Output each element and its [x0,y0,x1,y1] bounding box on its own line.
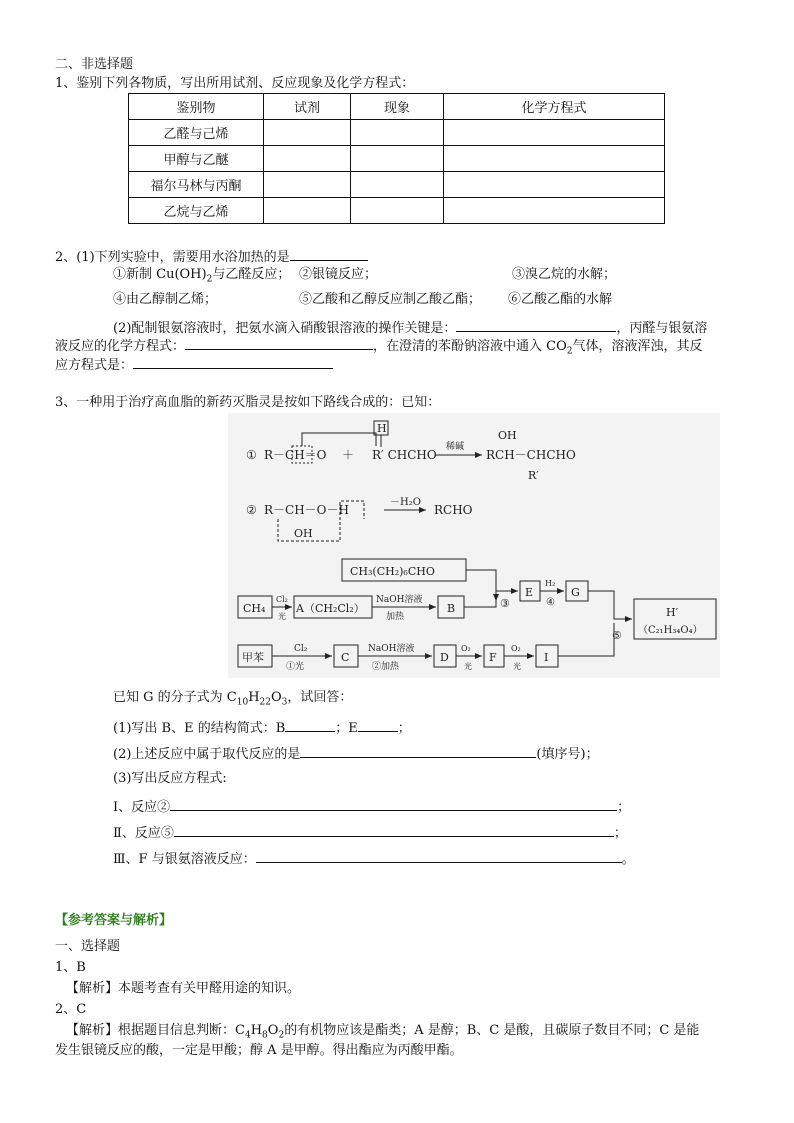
reaction-number: ① [246,448,257,462]
q3-text: O [270,690,282,705]
explanation-tag: 【解析】 [66,981,119,996]
reaction-number: ② [246,503,257,517]
q3-text: ；E [335,721,358,736]
condition-label: Cl₂ [294,644,308,654]
q3-text: ； [613,826,627,841]
h-atom: H [377,422,387,435]
connector-arrow [464,591,518,607]
table-row [129,146,665,172]
q2-text: 液反应的化学方程式： [55,339,186,354]
step-label: ③ [500,597,510,610]
q2-text: 气体，溶液浑浊，其反 [572,339,703,354]
condition-label: 加热 [386,612,405,622]
q2-option-2: ②银镜反应； [299,267,378,282]
g-label: G [571,586,580,599]
q3-eq-iii [113,849,635,868]
q2-text: 应方程式是： [55,358,134,373]
answer-cell[interactable] [444,146,665,172]
answers-title: 【参考答案与解析】 [55,913,173,928]
row-label: 乙醛与己烯 [129,120,264,146]
answer-cell[interactable] [264,146,351,172]
reaction-scheme [228,413,720,678]
answer-cell[interactable] [264,172,351,198]
answer-blank[interactable] [285,718,335,732]
header-cell: 现象 [351,94,444,120]
answer-blank[interactable] [256,849,622,863]
subscript: 2 [566,346,573,357]
answers-section-title: 一、选择题 [55,939,121,954]
b-label: B [447,602,456,615]
explanation-text: H [250,1023,263,1038]
q3-text: Ⅲ、F 与银氨溶液反应： [113,852,256,867]
q1-prompt: 1、鉴别下列各物质，写出所用试剂、反应现象及化学方程式： [55,76,415,91]
q2-part2-line1 [113,318,707,337]
step-label: ④ [546,597,555,608]
table-row [129,198,665,224]
condition-label: NaOH溶液 [376,595,423,605]
q2-option-5: ⑤乙酸和乙醇反应制乙酸乙酯； [299,292,482,307]
explanation-text: 根据题目信息判断：C [118,1023,245,1038]
answer-blank[interactable] [358,718,398,732]
q3-sub1 [113,718,411,737]
plus-sign: ＋ [342,448,355,462]
condition-label: 光 [278,612,286,621]
answer-1: 1、B [55,960,86,975]
q2-option-6: ⑥乙酸乙酯的水解 [508,292,613,307]
row-label: 福尔马林与丙酮 [129,172,264,198]
table-row [129,120,665,146]
q3-text: Ⅱ、反应⑤ [113,826,174,841]
answer-cell[interactable] [264,198,351,224]
q3-text: (填序号)； [536,747,599,762]
reactant-r-prime-aldehyde: R′ CHCHO [372,448,437,462]
product-main: RCH－CHCHO [486,448,576,462]
row-label: 乙烷与乙烯 [129,198,264,224]
toluene-label: 甲苯 [242,651,264,664]
answer-blank[interactable] [174,823,614,837]
answer-blank[interactable] [185,336,373,350]
header-cell: 鉴别物 [129,94,264,120]
condition-label: 稀碱 [446,442,465,452]
q3-sub3: (3)写出反应方程式: [113,771,227,786]
table-header-row [129,94,665,120]
q2-text: ，在澄清的苯酚钠溶液中通入 CO [373,339,567,354]
c-label: C [341,651,350,664]
q2-prompt: 2、(1)下列实验中，需要用水浴加热的是 [55,250,290,265]
explanation-text: 本题考查有关甲醛用途的知识。 [118,981,301,996]
i-label: I [544,651,549,664]
q3-text: Ⅰ、反应② [113,800,171,815]
q3-text: (1)写出 B、E 的结构简式：B [113,721,286,736]
answer-2-explanation-line2: 发生银镜反应的酸，一定是甲酸；醇 A 是甲醇。得出酯应为丙酸甲酯。 [55,1043,463,1058]
identification-table [128,93,665,224]
a-label: A（CH₂Cl₂） [296,602,365,615]
step-label: ①光 [286,662,305,672]
q3-eq-ii [113,823,627,842]
product-r-prime: R′ [528,469,539,482]
explanation-text: 的有机物应该是酯类；A 是醇；B、C 是酸，且碳原子数目不同；C 是能 [284,1023,700,1038]
octanal-label: CH₃(CH₂)₆CHO [350,565,435,578]
connector-line [558,623,614,656]
explanation-text: O [267,1023,279,1038]
answer-cell[interactable] [444,172,665,198]
subscript: 10 [236,697,249,708]
synthesis-route-diagram [228,413,720,678]
answer-cell[interactable] [351,146,444,172]
answer-2: 2、C [55,1002,87,1017]
subscript: 3 [281,697,288,708]
q3-text: ； [617,800,631,815]
ch4-label: CH₄ [243,602,266,615]
condition-label: O₂ [511,644,521,653]
q3-text: 。 [621,852,635,867]
connector-arrow [588,591,632,619]
answer-cell[interactable] [351,120,444,146]
q2-option-4: ④由乙醇制乙烯； [113,292,218,307]
answer-blank[interactable] [456,318,616,332]
answer-cell[interactable] [264,120,351,146]
q3-given [113,690,352,711]
q3-text: H [248,690,260,705]
step-label: ②加热 [372,662,400,672]
explanation-tag: 【解析】 [66,1023,119,1038]
condition-label: H₂ [545,579,556,588]
subscript: 4 [244,1030,251,1041]
q3-prompt: 3、一种用于治疗高血脂的新药灭脂灵是按如下路线合成的：已知： [55,395,441,410]
header-cell: 试剂 [264,94,351,120]
q3-sub2 [113,744,599,763]
row-label: 甲醇与乙醚 [129,146,264,172]
condition-label: 光 [513,662,521,671]
answer-cell[interactable] [351,198,444,224]
option-text: 与乙醛反应； [212,267,291,282]
step-label: ⑤ [612,629,622,642]
reactant-gem-diol: R－CH－O－H [264,503,349,517]
answer-blank[interactable] [290,247,368,261]
f-label: F [489,651,497,664]
subscript: 2 [278,1030,285,1041]
condition-label: －H₂O [390,497,421,508]
table-row [129,172,665,198]
subscript: 8 [262,1030,268,1041]
product-oh: OH [498,429,517,442]
subscript: 2 [206,274,213,285]
answer-blank[interactable] [133,355,333,369]
answer-1-explanation [66,981,300,997]
gem-diol-oh: OH [294,527,313,540]
reactant-aldehyde: R－CH＝O [264,448,327,462]
h-product-label: H′ [666,606,679,619]
answer-2-explanation-line1 [66,1023,699,1044]
q3-text: (2)上述反应中属于取代反应的是 [113,747,301,762]
condition-label: 光 [464,662,472,671]
condition-label: O₂ [461,644,471,653]
header-cell: 化学方程式 [444,94,665,120]
d-label: D [440,651,449,664]
q2-line1 [55,247,368,266]
answer-cell[interactable] [351,172,444,198]
bond-shift-line [302,433,376,446]
option-text: ①新制 Cu(OH) [113,267,207,282]
answer-cell[interactable] [444,120,665,146]
answer-blank[interactable] [170,797,617,811]
q2-part2-line3 [55,355,333,374]
condition-label: NaOH溶液 [368,644,415,654]
e-label: E [525,586,534,599]
connector-arrow [466,570,496,601]
condition-label: Cl₂ [276,595,288,604]
subscript: 22 [259,697,271,708]
q3-text: ； [397,721,411,736]
q3-text: 已知 G 的分子式为 C [113,690,237,705]
h-product-formula: （C₂₁H₃₄O₄） [638,625,703,636]
q2-text: ，丙醛与银氨溶 [616,321,708,336]
q3-eq-i [113,797,630,816]
section-title: 二、非选择题 [55,57,134,72]
q2-option-1 [113,267,290,288]
q2-text: (2)配制银氨溶液时，把氨水滴入硝酸银溶液的操作关键是： [113,321,457,336]
product-aldehyde: RCHO [434,503,473,517]
q2-option-3: ③溴乙烷的水解； [512,267,617,282]
q3-text: ，试回答： [287,690,353,705]
answer-cell[interactable] [444,198,665,224]
answer-blank[interactable] [300,744,536,758]
